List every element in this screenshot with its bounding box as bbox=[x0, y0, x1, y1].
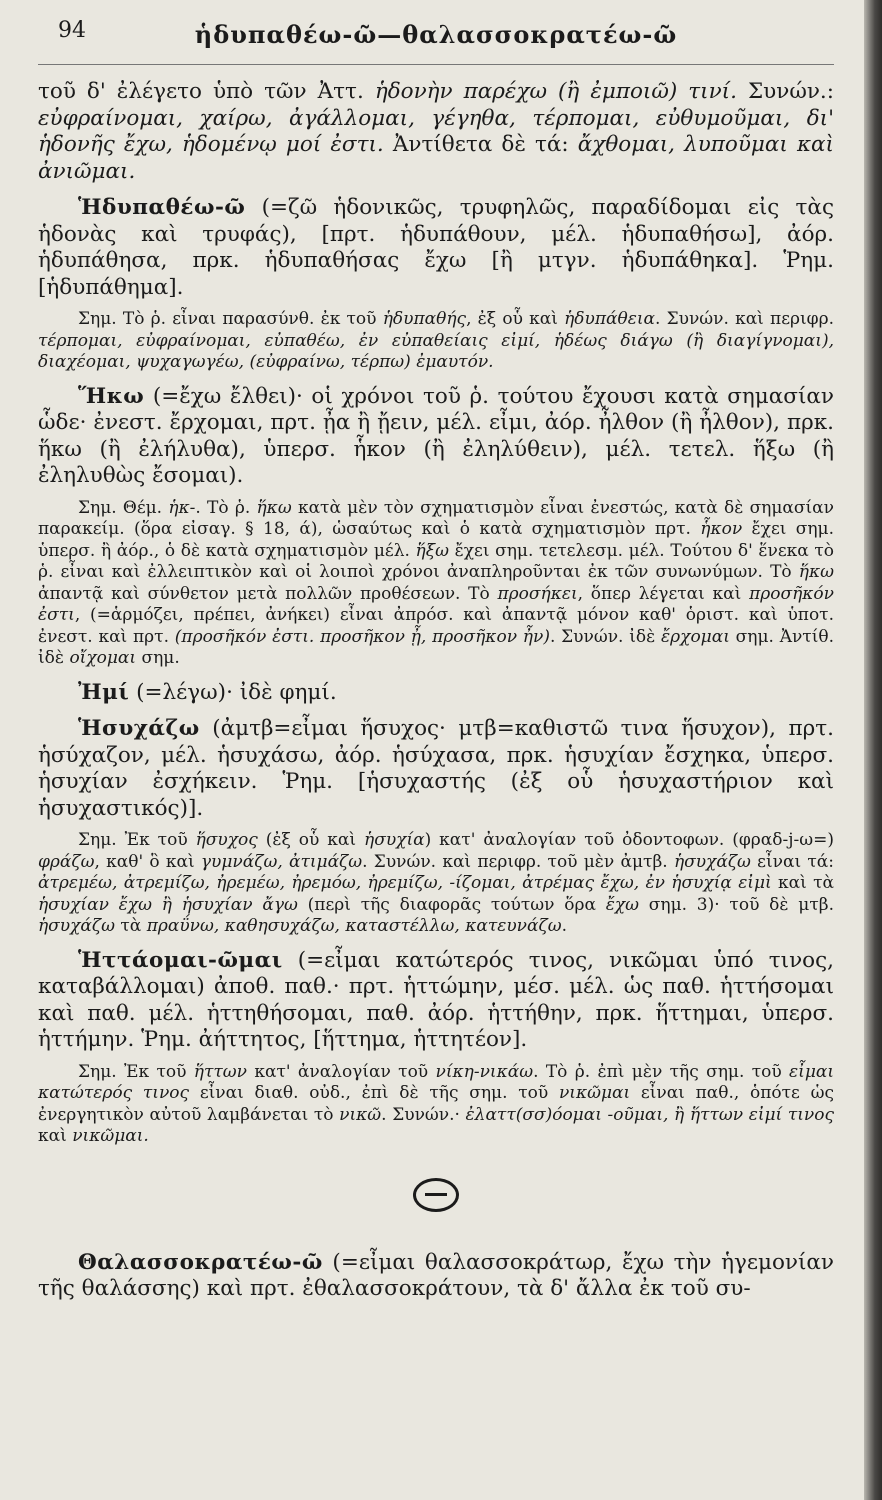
entry-text: ἡσυχία bbox=[364, 830, 425, 850]
entry-text: (ἀμτβ=εἶμαι ἥσυχος· μτβ=καθιστῶ τινα ἥσυχον), πρτ. ἡσύχαζον, μέλ. ἡσυχάσω, ἀόρ. ἡσύχασα, πρκ. ἡσυχίαν ἔσχηκα, ὑπερσ. ἡσυχίαν ἐσχήκειν. Ῥημ. [ἡσυχαστής (ἐξ οὗ ἡσυχαστήριον καὶ ἡσυχαστικός)]. bbox=[38, 716, 834, 821]
entry-text: νικῶ bbox=[339, 1104, 382, 1125]
entry-text: ἔρχομαι bbox=[661, 626, 730, 647]
entry-text: , (=ἁρμόζει, πρέπει, ἀνήκει) εἶναι ἀπρόσ. καὶ ἀπαντᾷ μόνον καθ' ὁριστ. καὶ ὑποτ. ἐνεστ. καὶ πρτ. bbox=[38, 605, 834, 647]
entry-text: ἥκω bbox=[256, 497, 292, 518]
entry-text: . Τὸ ῥ. bbox=[195, 497, 257, 518]
entry-text: . Συνών. καὶ περιφρ. bbox=[655, 309, 834, 329]
dictionary-entry bbox=[38, 195, 834, 301]
entry-text: . Συνών.· bbox=[381, 1104, 466, 1125]
page-number: 94 bbox=[58, 18, 86, 43]
entry-text: εἶναι τά: bbox=[750, 851, 834, 872]
headword: Ἡσυχάζω bbox=[78, 716, 200, 741]
entry-text: ἔχει σημ. ὑπερσ. ἢ ἀόρ., ὁ δὲ κατὰ σχηματισμὸν μέλ. bbox=[38, 519, 834, 561]
headword: Ἡττάομαι-ῶμαι bbox=[78, 947, 283, 973]
theta-ornament-icon bbox=[413, 1178, 459, 1212]
entry-text: , καθ' ὃ καὶ bbox=[94, 851, 201, 872]
entry-text: ἔχω bbox=[605, 894, 640, 915]
entry-text: ἀτρεμέω, ἀτρεμίζω, ἠρεμέω, ἠρεμόω, ἠρεμίζω, -ίζομαι, ἀτρέμας ἔχω, ἐν ἡσυχίᾳ εἰμὶ bbox=[38, 873, 772, 893]
entry-text: (περὶ τῆς διαφορᾶς τούτων ὅρα bbox=[297, 894, 606, 915]
entry-note bbox=[38, 830, 834, 938]
entry-text: προσήκει bbox=[497, 583, 578, 604]
entry-text: κατ' ἀναλογίαν τοῦ bbox=[247, 1061, 436, 1082]
entry-text: Ἀντίθετα δὲ τά: bbox=[383, 132, 578, 157]
dictionary-entry bbox=[38, 948, 834, 1054]
entry-text: Σημ. Ἐκ τοῦ bbox=[78, 830, 196, 850]
entry-text: σημ. bbox=[136, 648, 180, 668]
entry-text: ἧκον bbox=[700, 519, 743, 539]
entry-text: ἥσυχος bbox=[195, 830, 258, 850]
entry-note bbox=[38, 498, 834, 670]
running-head: ἡδυπαθέω-ῶ—θαλασσοκρατέω-ῶ bbox=[194, 20, 678, 49]
page-body bbox=[38, 79, 834, 1303]
entry-text: τέρπομαι, εὐφραίνομαι, εὐπαθέω, ἐν εὐπαθείαις εἰμί, ἡδέως διάγω (ἢ διαγίγνομαι), διαχέομαι, ψυχαγωγέω, (εὐφραίνω, τέρπω) ἐμαυτόν. bbox=[38, 330, 834, 372]
entry-text: (προσῆκόν ἐστι. προσῆκον ᾖ, προσῆκον ἦν) bbox=[174, 626, 550, 647]
entry-text: εὐφραίνομαι, χαίρω, ἀγάλλομαι, γέγηθα, τέρπομαι, εὐθυμοῦμαι, δι' ἡδονῆς ἔχω, ἡδομένῳ μοί ἐστι. bbox=[38, 105, 834, 157]
entry-text: καὶ τὰ bbox=[771, 873, 835, 893]
dictionary-entry bbox=[38, 716, 834, 822]
dictionary-entry bbox=[38, 1250, 834, 1303]
entry-text: ἔχει σημ. τετελεσμ. μέλ. Τούτου δ' ἕνεκα τὸ ῥ. εἶναι καὶ ἐλλειπτικὸν καὶ οἱ λοιποὶ χρόνοι ἀναπληροῦνται ἐκ τῶν συνωνύμων. Τὸ bbox=[38, 540, 834, 582]
entry-text: (=εἶμαι θαλασσοκράτωρ, ἔχω τὴν ἡγεμονίαν τῆς θαλάσσης) καὶ πρτ. ἐθαλασσοκράτουν, τὰ δ' ἄλλα ἐκ τοῦ συ- bbox=[38, 1249, 834, 1301]
entry-text: . Συνών. καὶ περιφρ. τοῦ μὲν ἀμτβ. bbox=[362, 851, 674, 872]
entry-text: ) κατ' ἀναλογίαν τοῦ ὀδοντοφων. (φραδ-j-ω=) bbox=[424, 830, 834, 850]
dictionary-entry bbox=[38, 79, 834, 185]
headword: Ἥκω bbox=[78, 383, 145, 409]
entry-text: ἐλαττ(σσ)όομαι -οῦμαι, ἢ ἥττων εἰμί τινος bbox=[465, 1104, 835, 1125]
entry-text: εἶμαι κατώτερός τινος bbox=[38, 1061, 835, 1103]
headword: Ἡδυπαθέω-ῶ bbox=[78, 195, 246, 220]
entry-text: (=ἔχω ἔλθει)· οἱ χρόνοι τοῦ ῥ. τούτου ἔχουσι κατὰ σημασίαν ὧδε· ἐνεστ. ἔρχομαι, πρτ. ᾖα ἢ ᾔειν, μέλ. εἶμι, ἀόρ. ἦλθον (ἢ ἦλθον), πρκ. ἥκω (ἢ ἐλήλυθα), ὑπερσ. ἧκον (ἢ ἐληλύθειν), μέλ. τετελ. ἥξω (ἢ ἐληλυθὼς ἔσομαι). bbox=[38, 383, 834, 488]
entry-text: Σημ. Ἐκ τοῦ bbox=[78, 1061, 194, 1082]
dictionary-entry bbox=[38, 680, 834, 707]
headword: Θαλασσοκρατέω-ῶ bbox=[78, 1249, 323, 1275]
entry-text: νικῶμαι bbox=[558, 1083, 631, 1103]
section-theta-mark bbox=[38, 1178, 834, 1216]
entry-text: νίκη-νικάω bbox=[435, 1061, 534, 1082]
entry-text: ἡσυχάζω bbox=[38, 916, 115, 936]
entry-note bbox=[38, 1062, 834, 1148]
entry-text: . Συνών. ἰδὲ bbox=[549, 626, 662, 647]
entry-text: Σημ. Θέμ. bbox=[78, 497, 169, 518]
entry-text: πραΰνω, καθησυχάζω, καταστέλλω, κατευνάζω bbox=[146, 916, 562, 936]
entry-text: εἶναι διαθ. οὐδ., ἐπὶ δὲ τῆς σημ. τοῦ bbox=[189, 1083, 559, 1103]
entry-text: κατὰ μὲν τὸν σχηματισμὸν εἶναι ἐνεστώς, κατὰ δὲ σημασίαν παρακείμ. (ὅρα εἰσαγ. § 18, ά), ὡσαύτως καὶ ὁ κατὰ σχηματισμὸν πρτ. bbox=[38, 497, 834, 539]
entry-text: (=ζῶ ἡδονικῶς, τρυφηλῶς, παραδίδομαι εἰς τὰς ἡδονὰς καὶ τρυφάς), [πρτ. ἡδυπάθουν, μέλ. ἡδυπαθήσω], ἀόρ. ἡδυπάθησα, πρκ. ἡδυπαθήσας ἔχω [ἢ μτγν. ἡδυπάθηκα]. Ῥημ. [ἡδυπάθημα]. bbox=[38, 195, 834, 300]
entry-text: οἴχομαι bbox=[69, 648, 137, 668]
entry-text: (=λέγω)· ἰδὲ φημί. bbox=[129, 679, 337, 705]
entry-text: Σημ. Τὸ ῥ. εἶναι παρασύνθ. ἐκ τοῦ bbox=[78, 309, 383, 329]
page-header bbox=[38, 18, 834, 65]
entry-text: Συνών.: bbox=[736, 79, 834, 104]
entry-text: ἡσυχάζω bbox=[673, 851, 751, 872]
entry-text: ἡκ- bbox=[168, 497, 196, 518]
entry-text: ἡδυπαθής bbox=[382, 309, 467, 329]
entry-text: καὶ bbox=[38, 1126, 73, 1146]
entry-text: νικῶμαι. bbox=[72, 1126, 149, 1146]
entry-text: ἄχθομαι, λυποῦμαι καὶ ἀνιῶμαι. bbox=[38, 132, 834, 184]
entry-text: , ἐξ οὗ καὶ bbox=[466, 309, 565, 329]
entry-text: σημ. 3)· τοῦ δὲ μτβ. bbox=[639, 894, 834, 915]
entry-text: (ἐξ οὗ καὶ bbox=[257, 830, 365, 850]
dictionary-entry bbox=[38, 384, 834, 490]
headword: Ἠμί bbox=[78, 679, 130, 705]
entry-text: (=εἶμαι κατώτερός τινος, νικῶμαι ὑπό τινος, καταβάλλομαι) ἀποθ. παθ.· πρτ. ἡττώμην, μέσ. μέλ. ὡς παθ. ἡττήσομαι καὶ παθ. μέλ. ἡττηθήσομαι, παθ. ἀόρ. ἡττήθην, πρκ. ἥττημαι, ὑπερσ. ἡττήμην. Ῥημ. ἀήττητος, [ἥττημα, ἡττητέον]. bbox=[38, 947, 834, 1052]
entry-text: . Τὸ ῥ. ἐπὶ μὲν τῆς σημ. τοῦ bbox=[533, 1061, 790, 1082]
entry-text: εἶναι παθ., ὁπότε ὡς ἐνεργητικὸν αὐτοῦ λαμβάνεται τὸ bbox=[38, 1083, 834, 1125]
entry-text: ἥξω bbox=[415, 540, 449, 561]
entry-text: ἡδονὴν παρέχω (ἢ ἐμποιῶ) τινί. bbox=[374, 79, 737, 104]
entry-text: τὰ bbox=[114, 916, 147, 936]
entry-text: ἥττων bbox=[193, 1061, 247, 1082]
entry-text: . bbox=[561, 916, 567, 936]
entry-text: γυμνάζω, ἀτιμάζω bbox=[200, 851, 363, 872]
entry-text: ἡσυχίαν ἔχω ἢ ἡσυχίαν ἄγω bbox=[38, 894, 298, 915]
entry-text: τοῦ δ' ἐλέγετο ὑπὸ τῶν Ἀττ. bbox=[38, 79, 375, 104]
entry-text: ἥκω bbox=[798, 562, 834, 582]
entry-text: ἡδυπάθεια bbox=[564, 309, 655, 329]
entry-text: προσῆκόν ἐστι bbox=[38, 583, 834, 625]
entry-text: σημ. Ἀντίθ. ἰδὲ bbox=[38, 626, 835, 668]
page-edge-shadow bbox=[864, 0, 882, 1500]
entry-text: ἀπαντᾷ καὶ σύνθετον μετὰ πολλῶν προθέσεων. Τὸ bbox=[38, 583, 498, 604]
entry-text: , ὅπερ λέγεται καὶ bbox=[577, 583, 750, 604]
entry-note bbox=[38, 309, 834, 374]
entry-text: φράζω bbox=[38, 851, 95, 872]
